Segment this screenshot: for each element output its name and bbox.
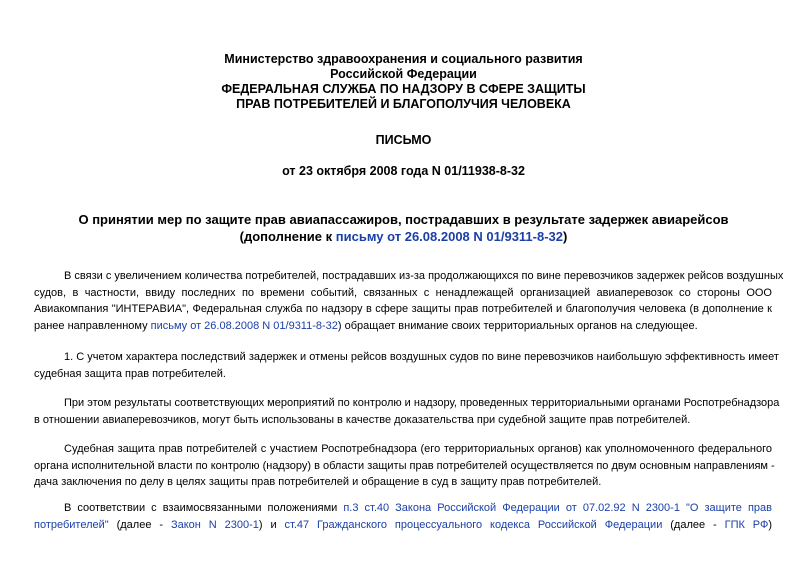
p1-line-3: Авиакомпания "ИНТЕРАВИА", Федеральная служба по надзору в сфере защиты прав потребителей и благополучия человека (в дополнение к bbox=[34, 303, 772, 315]
paragraph-4 bbox=[34, 441, 775, 491]
p1-line-4 bbox=[34, 318, 772, 335]
p2-line-2: судебная защита прав потребителей. bbox=[34, 367, 226, 380]
document-subject bbox=[0, 211, 807, 245]
law-2300-1-link[interactable]: Закон N 2300-1 bbox=[170, 518, 259, 531]
law-article-link-cont[interactable]: потребителей" bbox=[34, 518, 109, 531]
paragraph-5 bbox=[34, 500, 772, 533]
p1-line-4-suffix: ) обращает внимание своих территориальных органов на следующее. bbox=[337, 319, 698, 332]
p4-line-3: дача заключения по делу в целях защиты прав потребителей и обращение в суд в защиту прав потребителей. bbox=[34, 476, 602, 488]
paragraph-1 bbox=[34, 268, 784, 334]
subject-line-2 bbox=[0, 228, 807, 245]
p5-text-4: ) bbox=[768, 518, 773, 531]
p3-line-1: При этом результаты соответствующих мероприятий по контролю и надзору, проведенных территориальными органами Роспотребнадзора bbox=[64, 397, 780, 409]
p5-text-2: ) и bbox=[258, 518, 285, 531]
p5-text-3: (далее - bbox=[662, 518, 725, 531]
p1-line-2: судов, в частности, ввиду последних по времени событий, связанных с ненадлежащей организацией авиаперевозок со стороны ООО bbox=[34, 286, 772, 299]
subject-letter-link[interactable]: письму от 26.08.2008 N 01/9311-8-32 bbox=[335, 229, 564, 244]
p5-line-1-prefix: В соответствии с взаимосвязанными положениями bbox=[64, 502, 344, 514]
document-header bbox=[0, 52, 807, 112]
paragraph-2 bbox=[34, 349, 779, 382]
subject-line-1: О принятии мер по защите прав авиапассажиров, пострадавших в результате задержек авиарейсов bbox=[78, 212, 729, 227]
p2-line-1: 1. С учетом характера последствий задержек и отмены рейсов воздушных судов по вине перевозчиков наибольшую эффективность имеет bbox=[64, 351, 779, 363]
p3-line-2: в отношении авиаперевозчиков, могут быть использованы в качестве доказательства при судебной защите прав потребителей. bbox=[34, 413, 691, 426]
ministry-line-2: Российской Федерации bbox=[330, 67, 477, 81]
p4-line-2: органа исполнительной власти по контролю (надзору) в области защиты прав потребителей осуществляется по двум основным направлениям - bbox=[34, 459, 775, 472]
p5-line-1 bbox=[34, 500, 772, 517]
p1-line-1: В связи с увеличением количества потребителей, пострадавших из-за продолжающихся по вине перевозчиков задержек рейсов воздушных bbox=[64, 270, 784, 282]
paragraph-3 bbox=[34, 395, 780, 428]
gpk-article-link[interactable]: ст.47 Гражданского процессуального кодекса Российской Федерации bbox=[284, 518, 663, 531]
p5-text-1: (далее - bbox=[108, 518, 171, 531]
service-line-1: ФЕДЕРАЛЬНАЯ СЛУЖБА ПО НАДЗОРУ В СФЕРЕ ЗАЩИТЫ bbox=[221, 82, 586, 96]
doc-type: ПИСЬМО bbox=[375, 133, 432, 147]
service-line-2: ПРАВ ПОТРЕБИТЕЛЕЙ И БЛАГОПОЛУЧИЯ ЧЕЛОВЕКА bbox=[236, 97, 571, 111]
subject-suffix: ) bbox=[563, 229, 568, 244]
doc-date: от 23 октября 2008 года N 01/11938-8-32 bbox=[282, 164, 525, 178]
p1-letter-link[interactable]: письму от 26.08.2008 N 01/9311-8-32 bbox=[150, 319, 338, 332]
p4-line-1: Судебная защита прав потребителей с участием Роспотребнадзора (его территориальных органов) как уполномоченного федерального bbox=[64, 443, 772, 455]
gpk-rf-link[interactable]: ГПК РФ bbox=[724, 518, 769, 531]
ministry-line-1: Министерство здравоохранения и социального развития bbox=[224, 52, 583, 66]
p5-line-2 bbox=[34, 517, 772, 534]
p1-line-4-prefix: ранее направленному bbox=[34, 319, 151, 332]
law-article-link[interactable]: п.3 ст.40 Закона Российской Федерации от 07.02.92 N 2300-1 "О защите прав bbox=[343, 502, 772, 514]
subject-prefix: (дополнение к bbox=[239, 229, 336, 244]
